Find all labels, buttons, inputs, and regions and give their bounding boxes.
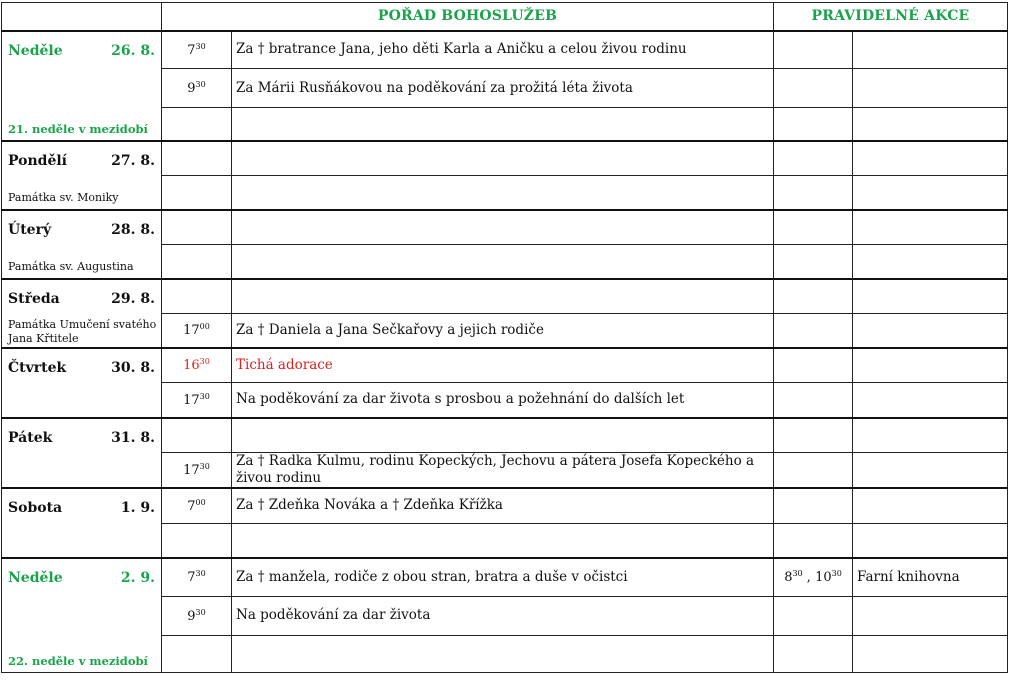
event-name: [853, 314, 1008, 348]
mass-time: [162, 348, 232, 383]
event-name: [853, 635, 1008, 672]
services-title: POŘAD BOHOSLUŽEB: [162, 3, 774, 31]
event-name: [853, 383, 1008, 418]
day-row-first: [2, 488, 1008, 523]
header-blank-cell: [2, 3, 162, 31]
event-name: [853, 141, 1008, 176]
day-date: 29. 8.: [111, 290, 155, 307]
event-time-1: $8^{30}$: [784, 569, 803, 586]
mass-intention: [232, 418, 774, 453]
event-name: [853, 453, 1008, 489]
header-row: [2, 3, 1008, 31]
event-time-2: $10^{30}$: [815, 569, 842, 586]
time-value: $7^{00}$: [187, 497, 206, 514]
event-name: [853, 279, 1008, 314]
mass-intention: [232, 176, 774, 210]
day-date: 31. 8.: [111, 429, 155, 446]
day-date: 27. 8.: [111, 152, 155, 169]
day-note: Památka sv. Augustina: [8, 259, 134, 273]
event-name: [853, 488, 1008, 523]
mass-intention: [232, 245, 774, 279]
day-name: Úterý: [8, 221, 52, 238]
mass-time: [162, 488, 232, 523]
mass-time: [162, 558, 232, 596]
event-time: [774, 176, 853, 210]
mass-intention: [232, 108, 774, 141]
day-name: Středa: [8, 290, 60, 307]
mass-time: [162, 69, 232, 108]
mass-time: [162, 523, 232, 558]
day-note: 22. neděle v mezidobí: [8, 653, 148, 668]
event-name: [853, 523, 1008, 558]
event-time: [774, 488, 853, 523]
mass-time: [162, 108, 232, 141]
day-name: Neděle: [8, 42, 63, 59]
time-value: $9^{30}$: [187, 80, 206, 96]
day-heading: [2, 142, 161, 169]
day-heading: [2, 349, 161, 376]
mass-time: [162, 245, 232, 279]
event-name: Farní knihovna: [853, 558, 1008, 596]
mass-time: [162, 453, 232, 489]
mass-intention: Za † Radka Kulmu, rodinu Kopeckých, Jechovu a pátera Josefa Kopeckého a živou rodinu: [232, 453, 774, 489]
day-cell: [2, 31, 162, 141]
event-name: [853, 69, 1008, 108]
event-time: [774, 69, 853, 108]
mass-time: [162, 176, 232, 210]
event-time: $8^{30}$ , $10^{30}$: [774, 558, 853, 596]
day-cell: [2, 418, 162, 489]
day-name: Pátek: [8, 429, 53, 446]
event-name: [853, 176, 1008, 210]
mass-time: [162, 596, 232, 635]
mass-intention: Za † Daniela a Jana Sečkařovy a jejich rodiče: [232, 314, 774, 348]
event-name: [853, 210, 1008, 245]
mass-intention: Na poděkování za dar života s prosbou a požehnání do dalších let: [232, 383, 774, 418]
day-cell: [2, 348, 162, 418]
mass-time: [162, 383, 232, 418]
event-name: [853, 245, 1008, 279]
day-note: Památka sv. Moniky: [8, 190, 119, 204]
mass-intention: Za Márii Rusňákovou na poděkování za prožitá léta života: [232, 69, 774, 108]
event-time: [774, 314, 853, 348]
event-time: [774, 383, 853, 418]
mass-intention: [232, 523, 774, 558]
day-name: Neděle: [8, 570, 63, 586]
day-note: 21. neděle v mezidobí: [8, 121, 148, 136]
time-value: $17^{00}$: [183, 322, 210, 339]
mass-intention: Tichá adorace: [232, 348, 774, 383]
event-name: [853, 348, 1008, 383]
events-title: PRAVIDELNÉ AKCE: [774, 3, 1008, 31]
mass-intention: [232, 141, 774, 176]
mass-time: [162, 418, 232, 453]
day-row-first: [2, 418, 1008, 453]
mass-intention: Za † manžela, rodiče z obou stran, bratra a duše v očistci: [232, 558, 774, 596]
event-time: [774, 596, 853, 635]
mass-intention: [232, 210, 774, 245]
day-date: 26. 8.: [111, 42, 155, 59]
mass-intention: Na poděkování za dar života: [232, 596, 774, 635]
day-heading: [2, 559, 161, 586]
event-name: [853, 596, 1008, 635]
event-time: [774, 418, 853, 453]
day-row-first: [2, 558, 1008, 596]
time-value: $7^{30}$: [187, 569, 206, 586]
day-row-first: [2, 31, 1008, 69]
day-cell: [2, 210, 162, 279]
mass-time: [162, 635, 232, 672]
event-time: [774, 453, 853, 489]
mass-time: [162, 279, 232, 314]
day-row-first: [2, 279, 1008, 314]
event-time: [774, 108, 853, 141]
day-date: 30. 8.: [111, 359, 155, 376]
mass-intention: Za † Zdeňka Nováka a † Zdeňka Křížka: [232, 488, 774, 523]
event-name: [853, 108, 1008, 141]
day-name: Čtvrtek: [8, 359, 67, 376]
day-note: Památka Umučení svatého Jana Křtitele: [8, 317, 157, 345]
day-heading: [2, 419, 161, 446]
day-cell: [2, 488, 162, 558]
time-value: $7^{30}$: [187, 41, 206, 58]
day-cell: [2, 279, 162, 348]
event-time: [774, 245, 853, 279]
event-time: [774, 279, 853, 314]
mass-time: [162, 210, 232, 245]
mass-intention: [232, 635, 774, 672]
time-value: $17^{30}$: [183, 462, 210, 478]
mass-time: [162, 141, 232, 176]
event-time: [774, 141, 853, 176]
mass-time: [162, 31, 232, 69]
day-heading: [2, 211, 161, 238]
day-name: Sobota: [8, 500, 63, 516]
event-time: [774, 31, 853, 69]
event-time: [774, 523, 853, 558]
day-date: 28. 8.: [111, 221, 155, 238]
time-value: $9^{30}$: [187, 607, 206, 624]
schedule-table: [1, 2, 1008, 673]
day-cell: [2, 558, 162, 672]
mass-intention: [232, 279, 774, 314]
mass-time: [162, 314, 232, 348]
day-date: 2. 9.: [120, 570, 155, 586]
day-row-first: [2, 141, 1008, 176]
day-name: Pondělí: [8, 152, 68, 169]
event-name: [853, 31, 1008, 69]
event-time: [774, 210, 853, 245]
mass-intention: Za † bratrance Jana, jeho děti Karla a Aničku a celou živou rodinu: [232, 31, 774, 69]
day-heading: [2, 32, 161, 59]
day-row-first: [2, 348, 1008, 383]
day-date: 1. 9.: [120, 500, 155, 516]
day-cell: [2, 141, 162, 210]
time-value: $17^{30}$: [183, 391, 210, 408]
event-time: [774, 635, 853, 672]
day-heading: [2, 280, 161, 307]
time-value: $16^{30}$: [183, 357, 210, 374]
event-name: [853, 418, 1008, 453]
day-heading: [2, 489, 161, 516]
day-row-first: [2, 210, 1008, 245]
event-time: [774, 348, 853, 383]
